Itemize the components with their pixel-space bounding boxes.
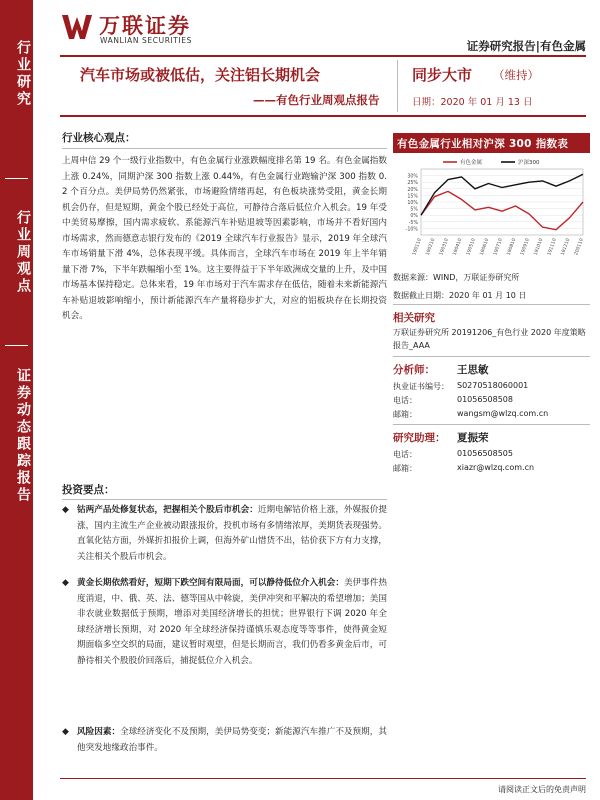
bullet-icon: ◆ — [62, 727, 69, 737]
report-date: 日期：2020 年 01 月 13 日 — [412, 97, 533, 108]
investment-point-head: 黄金长期依然看好，短期下跌空间有限局面，可以静待低位介入机会： — [77, 578, 344, 588]
x-tick-label: 190210 — [425, 237, 437, 257]
investment-point-body: 全球经济变化不及预期，美伊局势变变；新能源汽车推广不及预期，其他突发地缘政治事件。 — [77, 727, 387, 753]
chart-title: 有色金属行业相对沪深 300 指数表 — [397, 138, 569, 150]
x-tick-label: 190910 — [520, 237, 531, 257]
legend-label: 沪深300 — [518, 160, 540, 166]
bullet-icon: ◆ — [62, 578, 69, 588]
investment-heading: 投资要点： — [62, 484, 115, 496]
assistant-info-label: 邮箱： — [393, 464, 417, 473]
analyst-email[interactable]: wangsm@wlzq.com.cn — [457, 409, 549, 418]
analyst-name: 王思敏 — [457, 364, 489, 376]
x-tick-label: 190410 — [452, 237, 464, 257]
relative-index-chart — [393, 155, 590, 267]
x-tick-label: 190710 — [493, 237, 504, 257]
x-tick-label: 191110 — [547, 237, 558, 257]
y-tick-label: 10% — [407, 201, 418, 206]
section-divider — [393, 424, 590, 425]
investment-point-head: 风险因素： — [77, 727, 121, 737]
y-tick-label: 30% — [407, 174, 418, 180]
x-tick-label: 200110 — [574, 237, 585, 257]
related-research-link[interactable]: 万联证券研究所 20191206_有色行业 2020 年度策略报告_AAA — [393, 328, 586, 350]
report-title: 汽车市场或被低估，关注铝长期机会 — [80, 66, 321, 84]
sidebar-label-industry-research: 行业研究 — [15, 40, 31, 108]
analyst-info-label: 邮箱： — [393, 410, 417, 419]
y-tick-label: 0% — [410, 214, 418, 220]
x-tick-label: 190610 — [479, 237, 491, 257]
investment-point — [77, 503, 387, 565]
section-divider — [393, 304, 590, 305]
logo-name: 万联证券 — [99, 14, 191, 38]
analyst-license-number: S0270518060001 — [457, 381, 529, 390]
x-tick-label: 190310 — [439, 237, 450, 257]
section-divider — [393, 356, 590, 357]
investment-underline — [62, 499, 387, 500]
assistant-info-label: 电话： — [393, 450, 417, 459]
x-tick-label: 190510 — [466, 237, 477, 257]
series-line-csi300 — [421, 174, 583, 215]
rating: 同步大市 — [412, 66, 473, 84]
y-tick-label: -5% — [408, 220, 418, 226]
header-divider — [60, 55, 586, 57]
rating-tag: （维持） — [493, 68, 539, 82]
y-tick-label: 15% — [407, 194, 418, 200]
core-view-heading: 行业核心观点： — [62, 132, 136, 144]
assistant-phone: 01056508505 — [457, 449, 513, 458]
investment-point-body: 美伊事件热度消退，中、俄、英、法、德等国从中斡旋，美伊冲突和平解决的希望增加；美国非农就业数据低于预期，增添对美国经济增长的担忧；世界银行下调 2020 年全球经济增长预期，对 2020 年全球经济保持谨慎乐观态度等等事件，使得黄金短期面临多空交织的局面，建议暂时观望，但是长期而言，我们仍看多黄金后市，可静待相关个股股价回落后，捕捉低位介入机会。 — [77, 578, 387, 666]
disclaimer-note: 请阅读正文后的免责声明 — [498, 785, 586, 794]
x-tick-label: 190810 — [506, 237, 518, 257]
investment-point-head: 钴两产品处修复状态，把握相关个股后市机会： — [77, 505, 258, 515]
legend-label: 有色金属 — [460, 160, 483, 166]
title-vertical-divider — [397, 60, 398, 112]
company-logo-icon — [60, 9, 94, 43]
bullet-icon: ◆ — [62, 505, 69, 515]
investment-point-body: 近期电解钴价格上涨，外媒报价提涨，国内主流生产企业被动跟涨报价，投机市场有多情绪浓厚，美期货表现强势。直氧化钴方面，外媒折扣报价上调，但海外矿山惜货不出，钴价获下方有力支撑，关注相关个股后市机会。 — [77, 505, 387, 562]
assistant-heading: 研究助理： — [393, 432, 446, 444]
analyst-info-label: 执业证书编号： — [393, 382, 449, 391]
y-tick-label: 20% — [407, 187, 418, 193]
report-subtitle: ——有色行业周观点报告 — [253, 93, 380, 107]
series-line-nonferrous — [421, 191, 583, 229]
assistant-email[interactable]: xiazr@wlzq.com.cn — [457, 463, 535, 472]
y-tick-label: 25% — [407, 181, 418, 187]
logo-english-name: WANLIAN SECURITIES — [100, 36, 193, 45]
assistant-name: 夏振荣 — [457, 432, 489, 444]
analyst-heading: 分析师： — [393, 364, 435, 376]
sidebar — [0, 0, 33, 800]
sidebar-label-weekly-view: 行业周观点 — [15, 210, 31, 295]
x-tick-label: 190110 — [412, 237, 423, 257]
core-view-text: 上周申信 29 个一级行业指数中，有色金属行业涨跌幅度排名第 19 名。有色金属指数上涨 0.24%，同期沪深 300 指数上涨 0.44%，有色金属行业跑输沪深 300 指数 0.2 个百分点。美伊局势仍然紧张，市场避险情绪再起，有色板块涨势受阻，黄金长期机会仍存，但是短期，黄金个股已经处于高位，可静待合落后低位介入机会。19 年受中美贸易摩擦，国内需求疲软、系能源汽车补贴退坡等因素影响，市场并不看好国内市场需求，然而德意志银行发布的《2019 全球汽车行业报告》显示，2019 年全球汽车市场销量下滑 4%，总体表现平缓。具体而言，全球汽车市场在 2019 年上半年销量下滑 7%，下半年跌幅缩小至 1%。这主要得益于下半年欧洲成交量的上升，及中国市场基本保持稳定。总体来看，19 年市场对于汽车需求存在低估，随着未来新能源汽车补贴退坡影响缩小，预计新能源汽车产量将稳步扩大，对应的铝板块存在长期投资机会。 — [62, 156, 387, 321]
x-tick-label: 191210 — [560, 237, 572, 257]
title-divider — [60, 115, 586, 117]
chart-source: 数据来源：WIND，万联证券研究所 — [393, 273, 520, 282]
analyst-phone: 01056508508 — [457, 395, 513, 404]
sidebar-divider — [5, 178, 28, 179]
chart-cutoff-date: 数据截止日期：2020 年 01 月 10 日 — [393, 291, 527, 300]
related-research-heading: 相关研究 — [393, 312, 435, 324]
footer-divider — [60, 778, 586, 779]
analyst-info-label: 电话： — [393, 396, 417, 405]
y-tick-label: 5% — [410, 207, 418, 213]
sidebar-divider — [5, 345, 28, 346]
core-view-underline — [62, 148, 387, 149]
y-tick-label: -10% — [405, 227, 418, 233]
investment-point — [77, 725, 387, 756]
x-tick-label: 191010 — [533, 237, 545, 257]
investment-point — [77, 576, 387, 669]
sidebar-label-dynamic-tracking: 证券动态跟踪报告 — [15, 368, 31, 504]
report-category-tags: 证券研究报告|有色金属 — [466, 39, 586, 53]
